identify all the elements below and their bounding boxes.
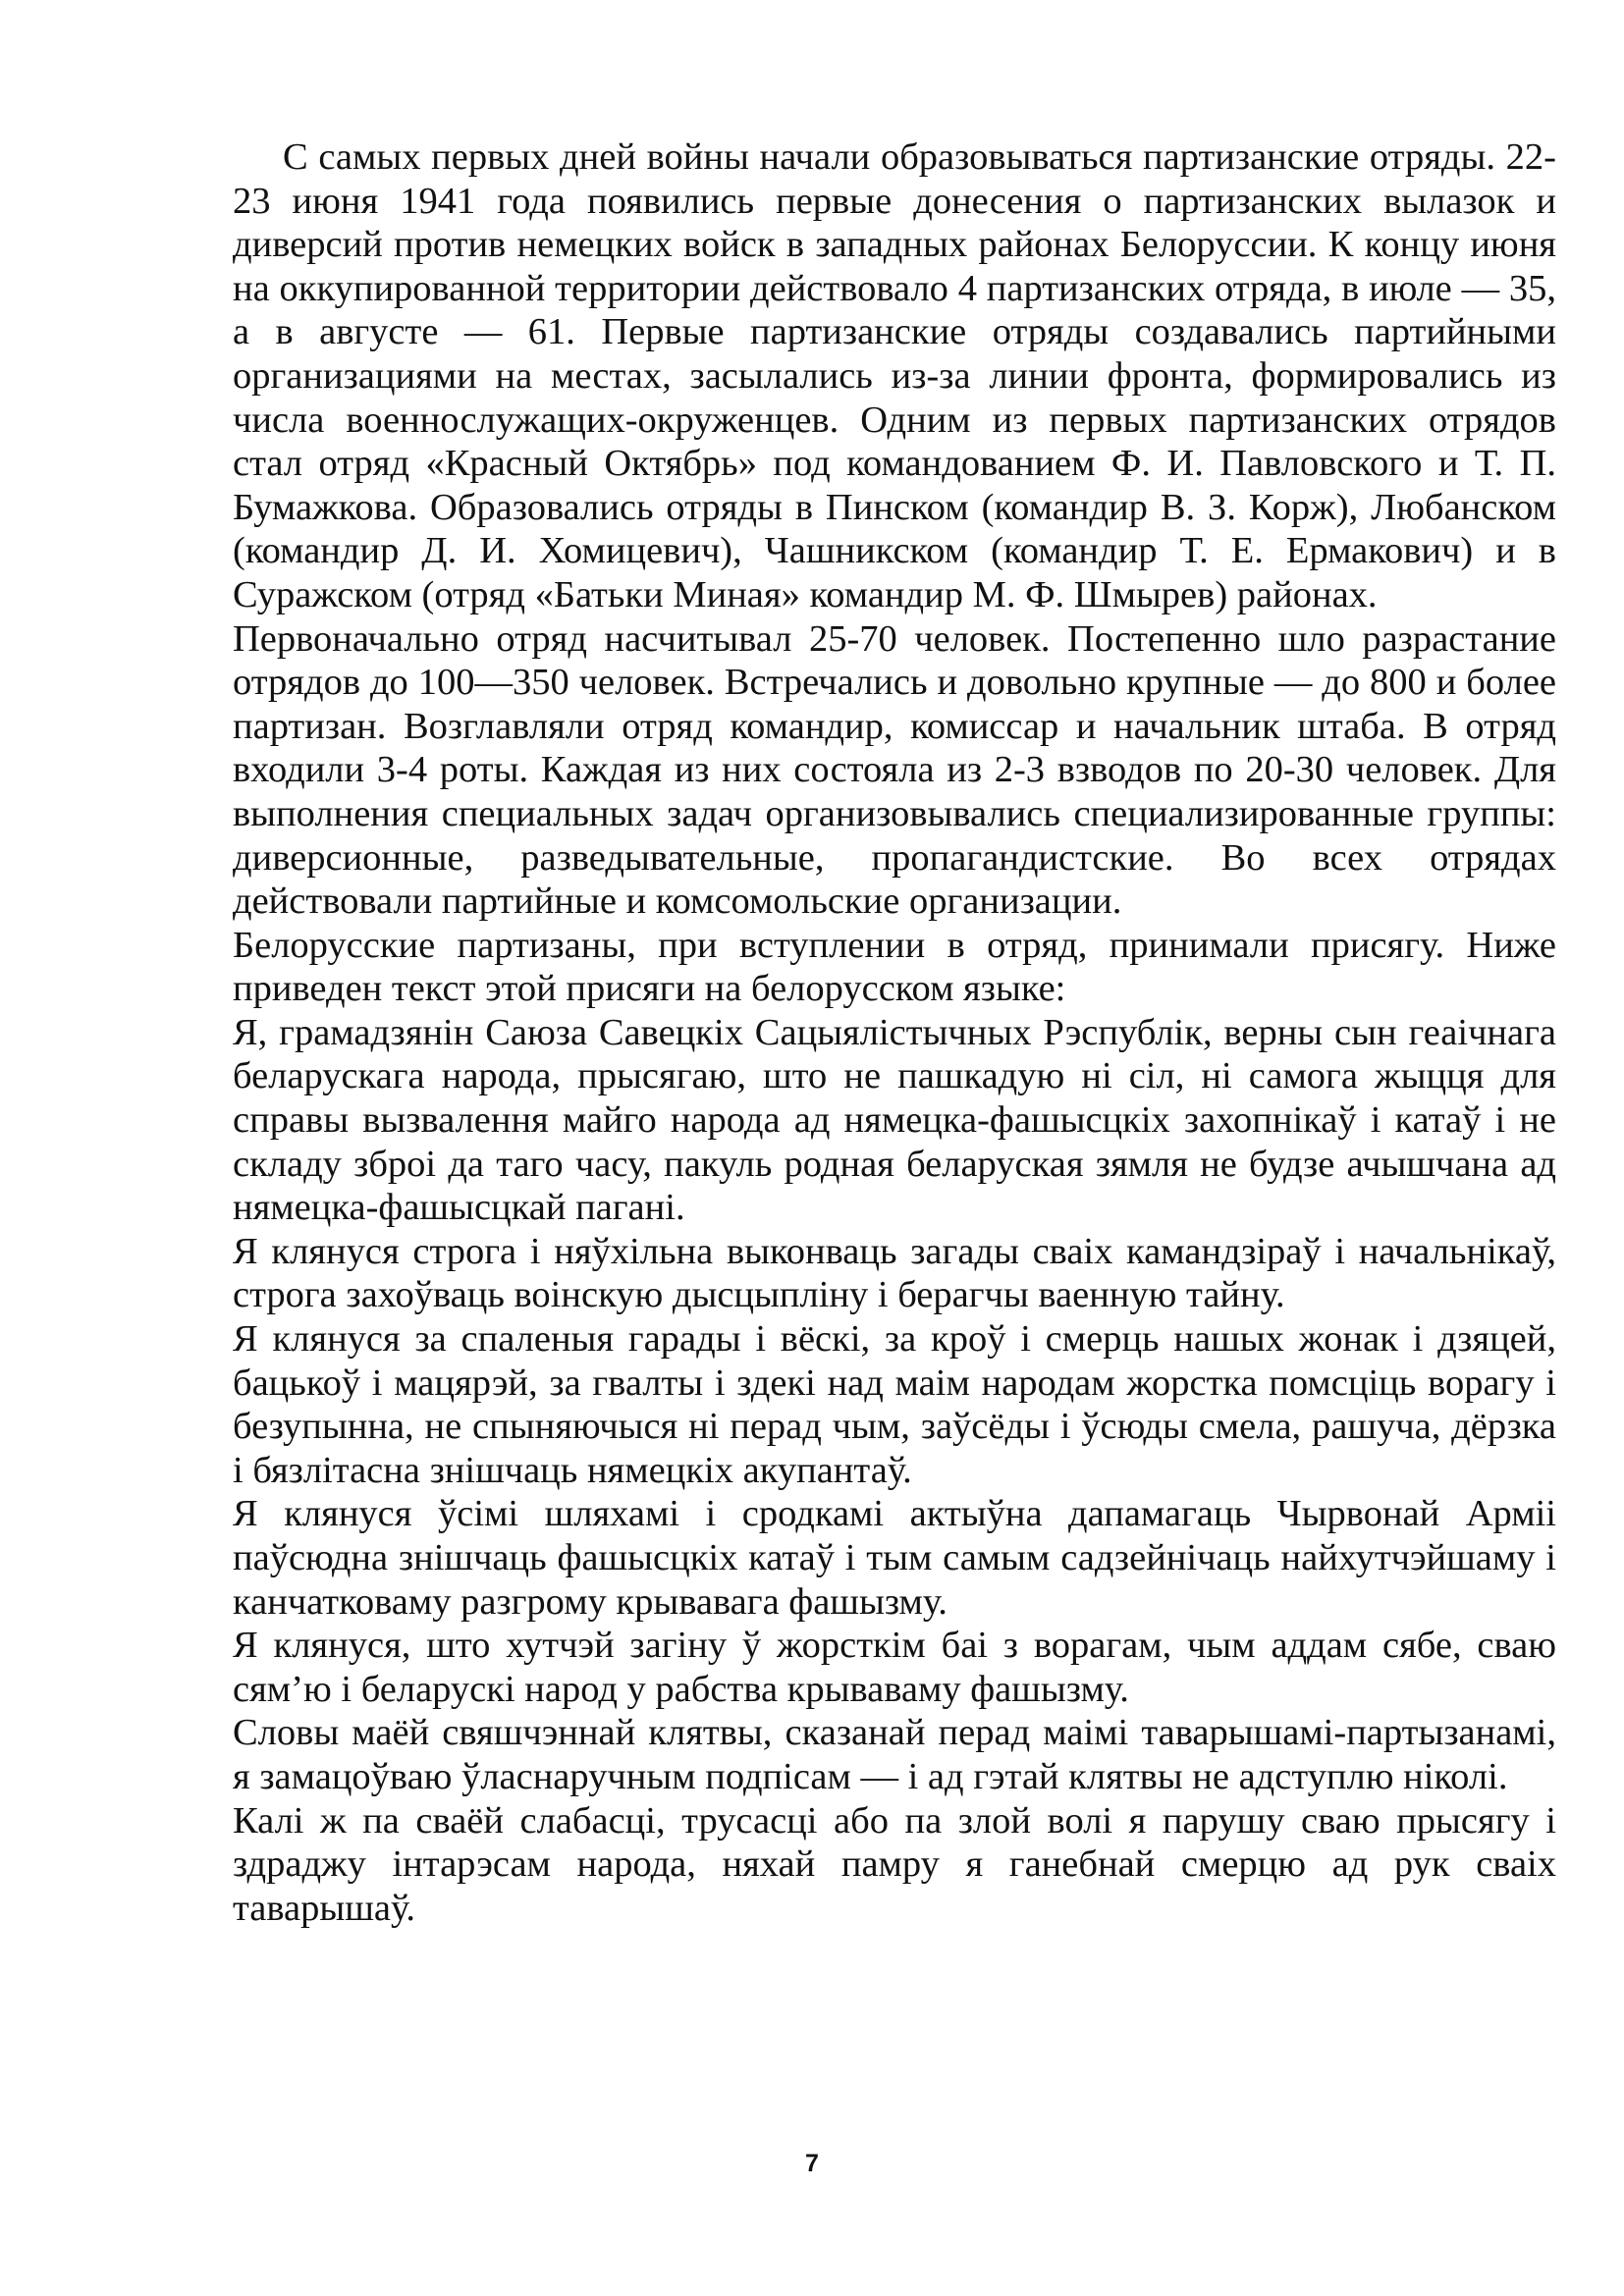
page-number: 7 — [805, 2150, 819, 2177]
paragraph-oath-pledge: Я, грамадзянін Саюза Савецкіх Сацыялістычных Рэспублік, верны сын геаічнага беларускага народа, прысягаю, што не пашкадую ні сіл, ні самога жыцця для справы вызвалення майго народа ад нямецка-фашысцкіх захопнікаў і катаў і не складу зброі да таго часу, пакуль родная беларуская зямля не будзе ачышчана ад нямецка-фашысцкай пагані. — [233, 1011, 1556, 1229]
paragraph-oath-signature: Словы маёй свяшчэннай клятвы, сказанай перад маімі таварышамі-партызанамі, я замацоўваю ўласнаручным подпісам — і ад гэтай клятвы не адступлю ніколі. — [233, 1712, 1556, 1797]
paragraph-oath-battle: Я клянуся, што хутчэй загіну ў жорсткім баі з ворагам, чым аддам сябе, сваю сям’ю і беларускі народ у рабства крываваму фашызму. — [233, 1625, 1556, 1710]
paragraph-oath-discipline: Я клянуся строга і няўхільна выконваць загады сваіх камандзіраў і начальнікаў, строга захоўваць воінскую дысцыпліну і берагчы ваенную тайну. — [233, 1230, 1556, 1316]
paragraph-detachment-structure: Первоначально отряд насчитывал 25-70 человек. Постепенно шло разрастание отрядов до 100—350 человек. Встречались и довольно крупные — до 800 и более партизан. Возглавляли отряд командир, комиссар и начальник штаба. В отряд входили 3-4 роты. Каждая из них состояла из 2-3 взводов по 20-30 человек. Для выполнения специальных задач организовывались специализированные группы: диверсионные, разведывательные, пропагандистские. Во всех отрядах действовали партийные и комсомольские организации. — [233, 617, 1556, 923]
paragraph-oath-intro: Белорусские партизаны, при вступлении в отряд, принимали присягу. Ниже приведен текст этой присяги на белорусском языке: — [233, 924, 1556, 1010]
paragraph-oath-red-army: Я клянуся ўсімі шляхамі і сродкамі актыўна дапамагаць Чырвонай Арміі паўсюдна знішчаць фашысцкіх катаў і тым самым садзейнічаць найхутчэйшаму і канчатковаму разгрому крывавага фашызму. — [233, 1493, 1556, 1623]
paragraph-oath-vengeance: Я клянуся за спаленыя гарады і вёскі, за кроў і смерць нашых жонак і дзяцей, бацькоў і мацярэй, за гвалты і здекі над маім народам жорстка помсціць ворагу і безупынна, не спыняючыся ні перад чым, заўсёды і ўсюды смела, рашуча, дёрзка і бязлітасна знішчаць нямецкіх акупантаў. — [233, 1318, 1556, 1491]
paragraph-partisan-origins: С самых первых дней войны начали образовываться партизанские отряды. 22-23 июня 1941 года появились первые донесения о партизанских вылазок и диверсий против немецких войск в западных районах Белоруссии. К концу июня на оккупированной территории действовало 4 партизанских отряда, в июле — 35, а в августе — 61. Первые партизанские отряды создавались партийными организациями на местах, засылались из-за линии фронта, формировались из числа военнослужащих-окруженцев. Одним из первых партизанских отрядов стал отряд «Красный Октябрь» под командованием Ф. И. Павловского и Т. П. Бумажкова. Образовались отряды в Пинском (командир В. З. Корж), Любанском (командир Д. И. Хомицевич), Чашникском (командир Т. Е. Ермакович) и в Суражском (отряд «Батьки Миная» командир М. Ф. Шмырев) районах. — [233, 136, 1556, 615]
paragraph-oath-penalty: Калі ж па сваёй слабасці, трусасці або па злой волі я парушу сваю прысягу і здраджу інтарэсам народа, няхай памру я ганебнай смерцю ад рук сваіх таварышаў. — [233, 1799, 1556, 1929]
document-body — [233, 135, 1556, 1930]
